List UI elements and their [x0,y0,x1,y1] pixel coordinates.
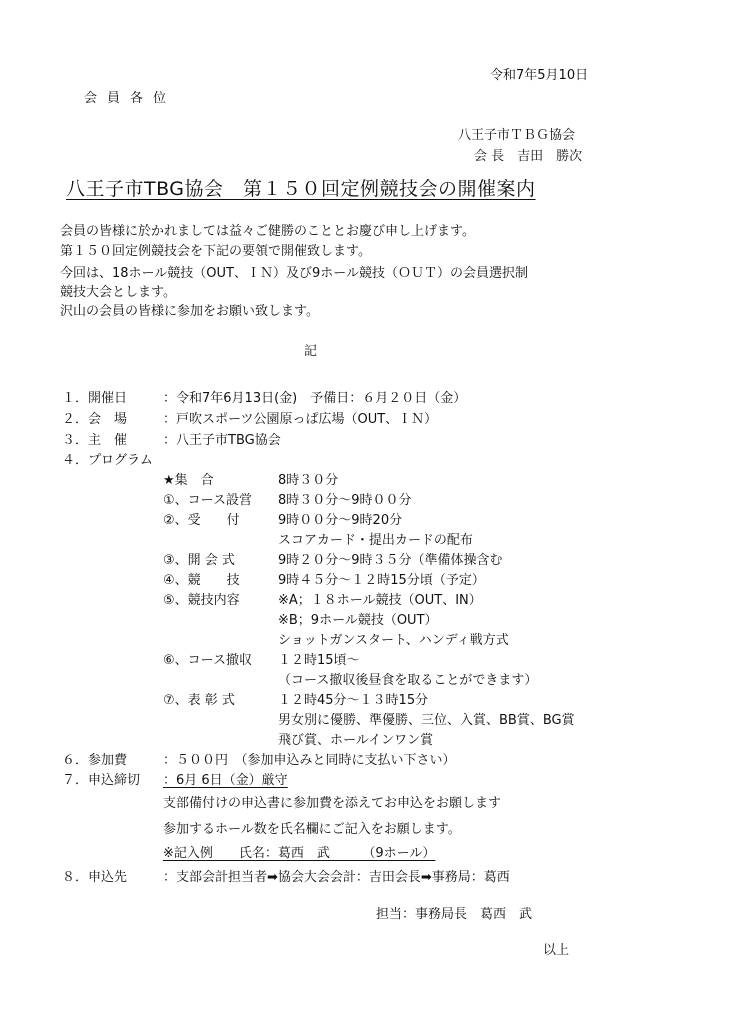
program-item-value: 9時２０分～9時３５分（準備体操含む [278,553,503,568]
program-item-value: 男女別に優勝、準優勝、三位、入賞、BB賞、BG賞 [278,713,575,728]
program-item-value: スコアカード・提出カードの配布 [278,533,473,548]
item-apply-value: ：支部会計担当者➡協会大会会計：吉田会長➡事務局：葛西 [163,870,510,885]
program-item-label: ⑦、表 彰 式 [163,693,235,708]
greeting-line: 会員の皆様に於かれましては益々ご健勝のこととお慶び申し上げます。 [60,224,475,239]
item-fee-label: ６．参加費 [62,753,128,768]
program-item-label: ③、開 会 式 [163,553,235,568]
program-item-value: １２時15頃～ [278,653,360,668]
greeting-line: 今回は、18ホール競技（OUT、ＩＮ）及び9ホール競技（ＯＵＴ）の会員選択制 [60,266,528,281]
item-host-label: ３．主 催 [62,433,128,448]
program-item-label: ⑥、コース撤収 [163,653,253,668]
program-item-value: ※B；9ホール競技（OUT） [278,613,438,628]
program-item-value: 飛び賞、ホールインワン賞 [278,733,434,748]
item-deadline-value: ：6月 6日（金）厳守 [163,773,288,788]
deadline-example: ※記入例 氏名：葛西 武 （9ホール） [163,846,436,861]
item-venue-label: ２．会 場 [62,412,128,427]
item-program-label: ４．プログラム [62,453,153,468]
item-deadline-label: ７．申込締切 [62,773,141,788]
page-title: 八王子市TBG協会 第１５０回定例競技会の開催案内 [66,178,536,200]
program-item-value: ※A；１８ホール競技（OUT、IN） [278,593,482,608]
program-item-value: ショットガンスタート、ハンディ戦方式 [278,633,509,648]
program-item-label: ★集 合 [163,473,214,488]
item-fee-value: ：５００円 （参加申込みと同時に支払い下さい） [163,753,456,768]
sender-organization: 八王子市ＴＢＧ協会 [458,128,576,143]
item-venue-value: ：戸吹スポーツ公園原っぱ広場（OUT、ＩＮ） [163,412,438,427]
addressee: 会員各位 [84,91,177,106]
item-date-value: ：令和7年6月13日(金) 予備日：６月２０日（金） [163,391,467,406]
document-date: 令和7年5月10日 [490,68,589,83]
program-item-value: （コース撤収後昼食を取ることができます） [278,673,538,688]
greeting-line: 第１５０回定例競技会を下記の要領で開催致します。 [60,244,371,259]
deadline-note: 参加するホール数を氏名欄にご記入をお願します。 [163,822,461,837]
program-item-label: ⑤、競技内容 [163,593,240,608]
sender-president: 会 長 吉田 勝次 [474,149,583,164]
greeting-line: 競技大会とします。 [60,285,176,300]
deadline-note: 支部備付けの申込書に参加費を添えてお申込をお願します [163,796,502,811]
program-item-label: ②、受 付 [163,513,240,528]
program-item-value: 9時４５分～１２時15分頃（予定） [278,573,485,588]
ki-heading: 記 [304,344,318,359]
contact-person: 担当：事務局長 葛西 武 [376,907,533,922]
greeting-line: 沢山の会員の皆様に参加をお願い致します。 [60,304,319,319]
program-item-value: 8時３０分～9時００分 [278,493,412,508]
program-item-label: ①、コース設営 [163,493,253,508]
program-item-value: 8時３０分 [278,473,339,488]
program-item-label: ④、競 技 [163,573,240,588]
program-item-value: １２時45分～１３時15分 [278,693,429,708]
item-apply-label: ８．申込先 [62,870,128,885]
item-date-label: １．開催日 [62,391,128,406]
item-host-value: ：八王子市TBG協会 [163,433,281,448]
program-item-value: 9時００分～9時20分 [278,513,403,528]
closing-mark: 以上 [543,943,570,958]
